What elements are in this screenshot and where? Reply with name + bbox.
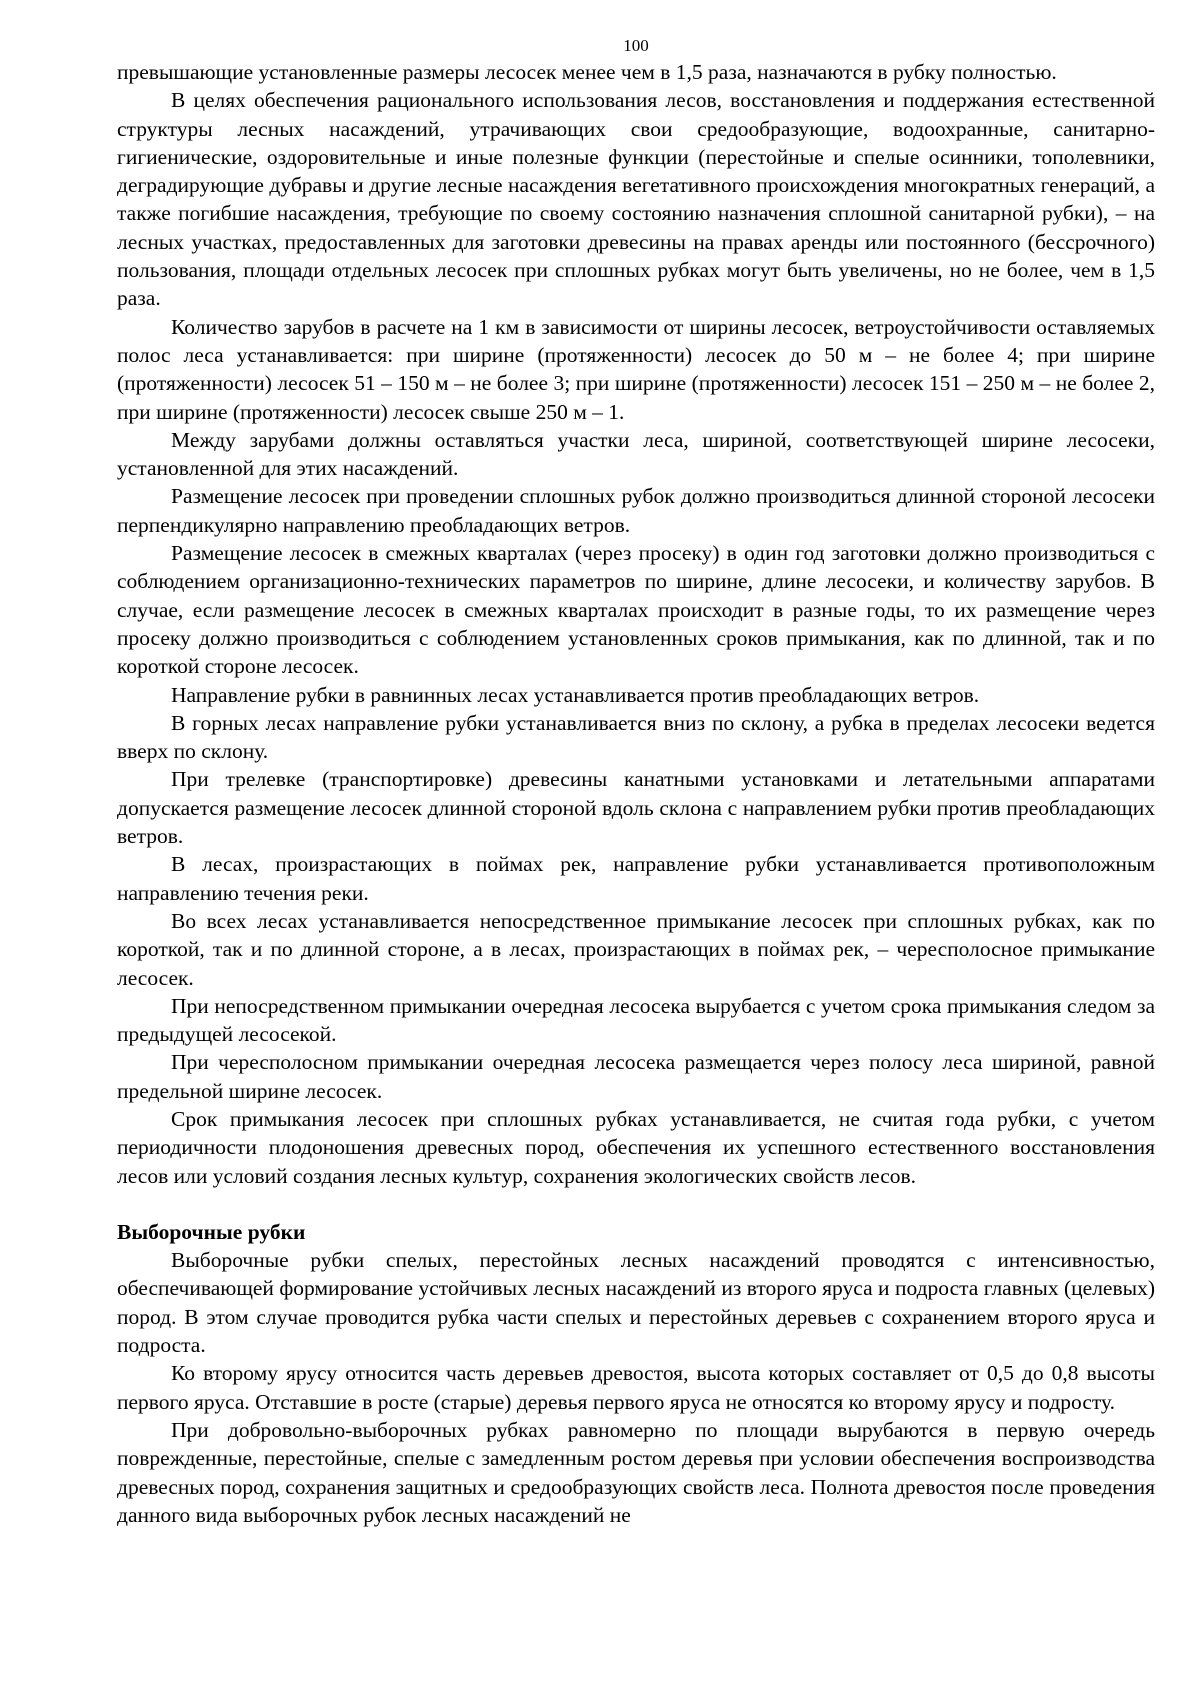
paragraph: При непосредственном примыкании очередная лесосека вырубается с учетом срока примыкания следом за предыдущей лесосекой. — [117, 993, 1155, 1047]
text-block-after — [117, 1246, 1155, 1529]
paragraph: Срок примыкания лесосек при сплошных рубках устанавливается, не считая года рубки, с учетом периодичности плодоношения древесных пород, обеспечения их успешного естественного восстановления лесов или условий создания лесных культур, сохранения экологических свойств лесов. — [117, 1106, 1155, 1188]
paragraph: Ко второму ярусу относится часть деревьев древостоя, высота которых составляет от 0,5 до 0,8 высоты первого яруса. Отставшие в росте (старые) деревья первого яруса не относятся ко второму ярусу и подросту. — [117, 1361, 1155, 1414]
paragraph: В горных лесах направление рубки устанавливается вниз по склону, а рубка в пределах лесосеки ведется вверх по склону. — [117, 710, 1155, 764]
paragraph: превышающие установленные размеры лесосек менее чем в 1,5 раза, назначаются в рубку полностью. — [117, 60, 1057, 84]
paragraph: Между зарубами должны оставляться участки леса, шириной, соответствующей ширине лесосеки, установленной для этих насаждений. — [117, 427, 1155, 481]
paragraph: Во всех лесах устанавливается непосредственное примыкание лесосек при сплошных рубках, как по короткой, так и по длинной стороне, а в лесах, произрастающих в поймах рек, – чересполосное примыкание лесосек. — [117, 908, 1155, 990]
paragraph: В целях обеспечения рационального использования лесов, восстановления и поддержания естественной структуры лесных насаждений, утрачивающих свои средообразующие, водоохранные, санитарно-гигиенические, оздоровительные и иные полезные функции (перестойные и спелые осинники, тополевники, деградирующие дубравы и другие лесные насаждения вегетативного происхождения многократных генераций, а также погибшие насаждения, требующие по своему состоянию назначения сплошной санитарной рубки), – на лесных участках, предоставленных для заготовки древесины на правах аренды или постоянного (бессрочного) пользования, площади отдельных лесосек при сплошных рубках могут быть увеличены, но не более, чем в 1,5 раза. — [117, 88, 1155, 311]
paragraph: При трелевке (транспортировке) древесины канатными установками и летательными аппаратами допускается размещение лесосек длинной стороной вдоль склона с направлением рубки против преобладающих ветров. — [117, 767, 1155, 849]
paragraph: Количество зарубов в расчете на 1 км в зависимости от ширины лесосек, ветроустойчивости оставляемых полос леса устанавливается: при ширине (протяженности) лесосек до 50 м – не более 4; при ширине (протяженности) лесосек 51 – 150 м – не более 3; при ширине (протяженности) лесосек 151 – 250 м – не более 2, при ширине (протяженности) лесосек свыше 250 м – 1. — [117, 314, 1155, 424]
paragraph: Направление рубки в равнинных лесах устанавливается против преобладающих ветров. — [171, 682, 980, 707]
text-block-before — [117, 58, 1155, 1190]
document-page — [117, 36, 1155, 1529]
section-heading: Выборочные рубки — [117, 1219, 306, 1244]
paragraph: При добровольно-выборочных рубках равномерно по площади вырубаются в первую очередь поврежденные, перестойные, спелые с замедленным ростом деревья при условии обеспечения воспроизводства древесных пород, сохранения защитных и средообразующих свойств леса. Полнота древостоя после проведения данного вида выборочных рубок лесных насаждений не — [117, 1417, 1155, 1527]
paragraph: Размещение лесосек в смежных кварталах (через просеку) в один год заготовки должно производиться с соблюдением организационно-технических параметров по ширине, длине лесосеки, и количеству зарубов. В случае, если размещение лесосек в смежных кварталах происходит в разные годы, то их размещение через просеку должно производиться с соблюдением установленных сроков примыкания, как по длинной, так и по короткой стороне лесосек. — [117, 541, 1155, 679]
paragraph: При чересполосном примыкании очередная лесосека размещается через полосу леса шириной, равной предельной ширине лесосек. — [117, 1050, 1155, 1103]
paragraph: В лесах, произрастающих в поймах рек, направление рубки устанавливается противоположным направлению течения реки. — [117, 852, 1155, 905]
paragraph: Размещение лесосек при проведении сплошных рубок должно производиться длинной стороной лесосеки перпендикулярно направлению преобладающих ветров. — [117, 484, 1155, 537]
paragraph: Выборочные рубки спелых, перестойных лесных насаждений проводятся с интенсивностью, обеспечивающей формирование устойчивых лесных насаждений из второго яруса и подроста главных (целевых) пород. В этом случае проводится рубка части спелых и перестойных деревьев с сохранением второго яруса и подроста. — [117, 1248, 1155, 1358]
page-number: 100 — [623, 36, 649, 55]
